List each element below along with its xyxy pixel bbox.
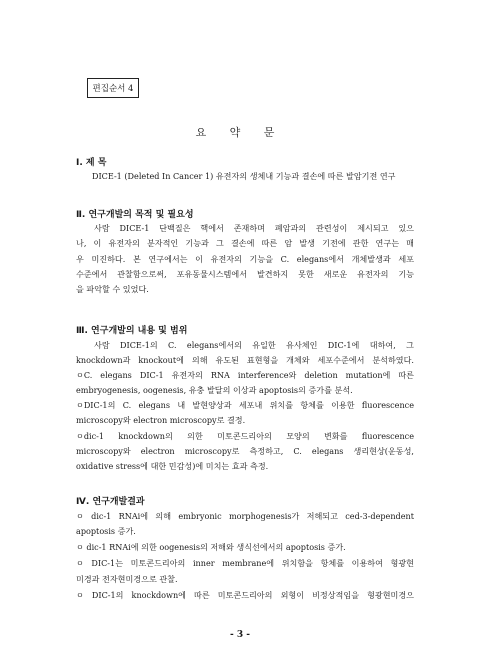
- section-3-line: microscopy와 electron microscopy로 측정하고, C. elegans 생리현상(운동성,: [76, 446, 414, 456]
- section-3-line: ㅇdic-1 knockdown의 의한 미토콘드리아의 모양의 변화를 fluorescence: [76, 431, 414, 441]
- section-3-line: knockdown과 knockout에 의해 유도된 표현형을 개체와 세포수준에서 분석하였다.: [76, 355, 414, 365]
- section-2-line: 수준에서 관찰함으로써, 포유동물시스템에서 발견하지 못한 새로운 유전자의 기능: [76, 269, 414, 279]
- section-4-line: ㅇ dic-1 RNAi에 의한 oogenesis의 저해와 생식선에서의 apoptosis 증가.: [76, 542, 346, 552]
- section-2-line: 우 미진하다. 본 연구에서는 이 유전자의 기능을 C. elegans에서 개체발생과 세포: [76, 254, 414, 264]
- section-3-line: microscopy와 electron microscopy로 결정.: [76, 415, 246, 425]
- page-number: - 3 -: [230, 630, 250, 640]
- section-4-line: ㅇ DIC-1의 knockdown에 따른 미토콘드리아의 외형이 비정상적임을 형광현미경으: [76, 590, 414, 600]
- section-4-line: 미경과 전자현미경으로 관찰.: [76, 574, 178, 584]
- section-4-heading: Ⅳ. 연구개발결과: [76, 497, 145, 507]
- section-3-line: oxidative stress에 대한 민감성)에 미치는 효과 측정.: [76, 461, 269, 471]
- section-1-heading: Ⅰ. 제 목: [76, 158, 107, 168]
- section-2-heading: Ⅱ. 연구개발의 목적 및 필요성: [76, 210, 194, 220]
- section-3-line: ㅇC. elegans DIC-1 유전자의 RNA interference와 deletion mutation에 따른: [76, 370, 414, 380]
- section-3-line: 사람 DICE-1의 C. elegans에서의 유일한 유사체인 DIC-1에 대하여, 그: [94, 340, 414, 350]
- section-4-line: ㅇ DIC-1는 미토콘드리아의 inner membrane에 위치함을 항체를 이용하여 형광현: [76, 558, 414, 568]
- page-title: 요 약 문: [195, 126, 285, 139]
- section-4-line: apoptosis 증가.: [76, 526, 136, 536]
- section-3-line: embryogenesis, oogenesis, 유충 발달의 이상과 apoptosis의 증가를 분석.: [76, 385, 353, 395]
- section-2-line: 을 파악할 수 있었다.: [76, 284, 149, 294]
- section-3-heading: Ⅲ. 연구개발의 내용 및 범위: [76, 326, 188, 336]
- edit-order-tag: 편집순서 4: [87, 78, 139, 98]
- section-1-line: DICE-1 (Deleted In Cancer 1) 유전자의 생체내 기능과 결손에 따른 발암기전 연구: [92, 171, 396, 181]
- section-4-line: ㅇ dic-1 RNAi에 의해 embryonic morphogenesis가 저해되고 ced-3-dependent: [76, 511, 414, 521]
- section-2-line: 나, 이 유전자의 분자적인 기능과 그 결손에 따른 암 발생 기전에 관한 연구는 매: [76, 238, 414, 248]
- section-3-line: ㅇDIC-1의 C. elegans 내 발현양상과 세포내 위치를 항체를 이용한 fluorescence: [76, 400, 414, 410]
- section-2-line: 사람 DICE-1 단백질은 핵에서 존재하며 폐암과의 관련성이 제시되고 있으: [94, 223, 414, 233]
